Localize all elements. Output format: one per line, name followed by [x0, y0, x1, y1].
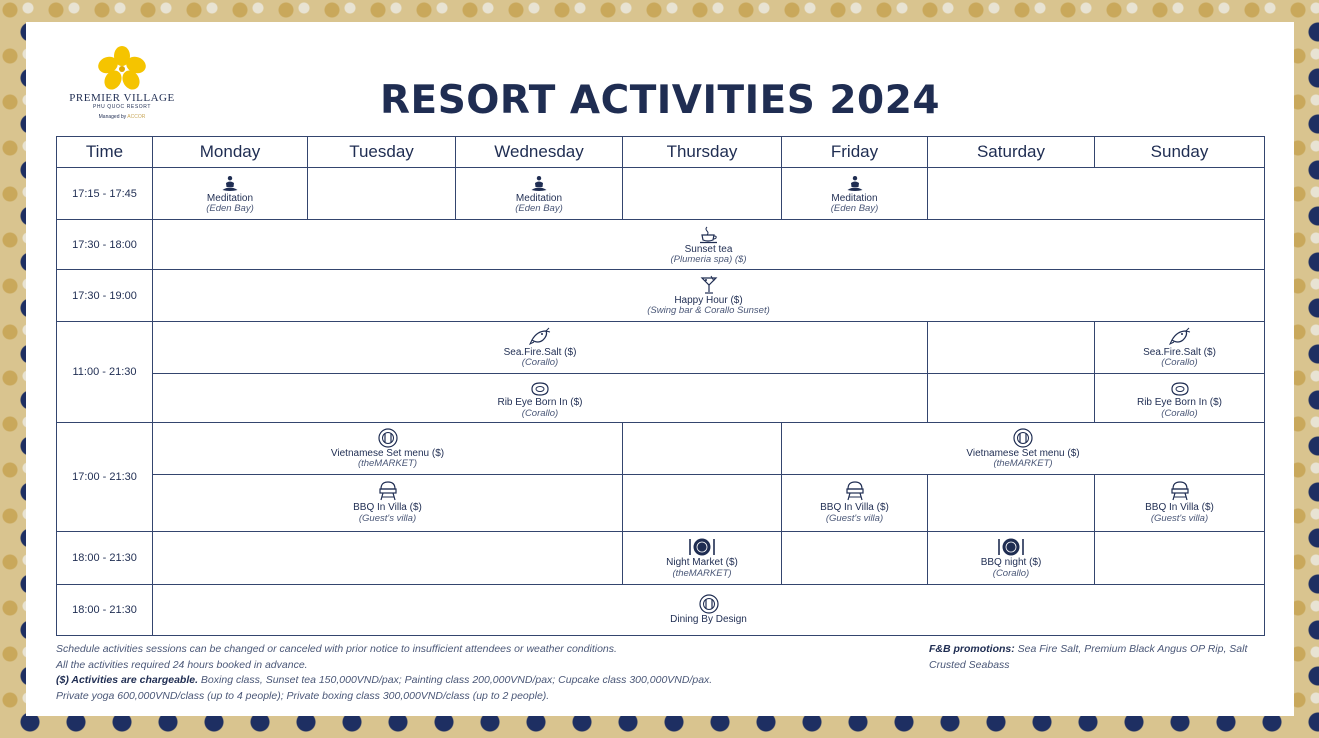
table-row	[57, 168, 1265, 220]
activity-name: Sea.Fire.Salt ($)	[1143, 346, 1216, 358]
plate-cutlery-icon	[1013, 428, 1033, 448]
activity-name: Rib Eye Born In ($)	[497, 397, 583, 409]
time-cell: 18:00 - 21:30	[57, 585, 153, 636]
activity-location: (Corallo)	[521, 407, 559, 419]
empty-cell	[928, 168, 1265, 220]
table-row	[57, 532, 1265, 585]
empty-cell	[928, 374, 1095, 423]
table-row	[57, 423, 1265, 475]
activity-cell	[153, 475, 623, 532]
empty-cell	[782, 532, 928, 585]
activity-name: Rib Eye Born In ($)	[1136, 397, 1223, 409]
empty-cell	[308, 168, 456, 220]
meditation-icon	[530, 175, 548, 193]
activity-cell	[153, 168, 308, 220]
managed-by-label: Managed by	[98, 114, 127, 120]
header-monday: Monday	[153, 137, 308, 168]
activity-cell	[153, 374, 928, 423]
table-row	[57, 270, 1265, 322]
meditation-icon	[221, 175, 239, 193]
activity-cell	[782, 475, 928, 532]
time-cell: 17:30 - 19:00	[57, 270, 153, 322]
empty-cell	[928, 322, 1095, 374]
accor-mark: ACCOR	[127, 114, 146, 120]
header-friday: Friday	[782, 137, 928, 168]
activity-name: BBQ night ($)	[980, 557, 1042, 569]
plate-cutlery-icon	[699, 594, 719, 614]
note-line: Schedule activities sessions can be changed or canceled with prior notice to insufficient attendees or weather conditions.	[56, 643, 617, 655]
activity-cell	[153, 220, 1265, 270]
activity-cell	[153, 585, 1265, 636]
note-line	[56, 673, 876, 689]
activity-cell	[1095, 374, 1265, 423]
fb-label: F&B promotions:	[929, 643, 1015, 655]
activity-cell	[153, 270, 1265, 322]
time-cell: 17:00 - 21:30	[57, 423, 153, 532]
activity-cell	[623, 532, 782, 585]
dinner-plate-icon	[688, 537, 716, 557]
activity-location: (Swing bar & Corallo Sunset)	[647, 305, 770, 317]
fish-icon	[1169, 327, 1191, 347]
header-row	[57, 137, 1265, 168]
activity-name: Meditation	[206, 192, 254, 204]
grill-icon	[845, 480, 865, 502]
empty-cell	[1095, 532, 1265, 585]
activity-name: Meditation	[515, 192, 563, 204]
activity-location: (Corallo)	[1161, 407, 1198, 419]
activity-name: Meditation	[831, 192, 878, 204]
header-saturday: Saturday	[928, 137, 1095, 168]
activity-name: Sunset tea	[684, 243, 733, 255]
activity-location: (Guest's villa)	[1150, 512, 1209, 524]
activity-name: Sea.Fire.Salt ($)	[503, 346, 577, 358]
activity-location: (Plumeria spa) ($)	[670, 254, 747, 266]
table-row	[57, 585, 1265, 636]
activity-name: Night Market ($)	[666, 557, 738, 569]
grill-icon	[1170, 480, 1190, 502]
activity-cell	[928, 532, 1095, 585]
time-cell: 18:00 - 21:30	[57, 532, 153, 585]
empty-cell	[928, 475, 1095, 532]
table-row	[57, 475, 1265, 532]
activity-location: (Corallo)	[521, 357, 559, 369]
activity-cell	[153, 322, 928, 374]
activity-cell	[1095, 322, 1265, 374]
table-row	[57, 322, 1265, 374]
note-line: Private yoga 600,000VND/class (up to 4 people); Private boxing class 300,000VND/class (up to 2 people).	[56, 689, 550, 702]
schedule-notes	[56, 642, 876, 704]
activity-location: (theMARKET)	[672, 567, 732, 579]
time-cell: 11:00 - 21:30	[57, 322, 153, 423]
activity-location: (Eden Bay)	[206, 203, 254, 215]
steak-icon	[530, 381, 550, 397]
header-thursday: Thursday	[623, 137, 782, 168]
fb-text: Sea Fire Salt, Premium Black Angus OP Rip, Salt Crusted Seabass	[929, 643, 1248, 671]
activity-location: (Eden Bay)	[515, 203, 563, 215]
activity-cell	[1095, 475, 1265, 532]
note-line: All the activities required 24 hours booked in advance.	[56, 658, 308, 671]
activity-location: (theMARKET)	[993, 458, 1053, 470]
empty-cell	[623, 168, 782, 220]
table-row	[57, 220, 1265, 270]
activity-location: (Guest's villa)	[825, 512, 884, 524]
activity-cell	[456, 168, 623, 220]
time-cell: 17:30 - 18:00	[57, 220, 153, 270]
brand-name: PREMIER VILLAGE	[69, 92, 175, 104]
plate-cutlery-icon	[378, 428, 398, 448]
cocktail-icon	[700, 275, 718, 295]
empty-cell	[153, 532, 623, 585]
page-title: RESORT ACTIVITIES 2024	[380, 78, 940, 123]
tea-cup-icon	[699, 226, 719, 244]
activity-location: (theMARKET)	[357, 458, 418, 470]
steak-icon	[1170, 381, 1190, 397]
fb-promotions-note	[929, 642, 1269, 673]
activity-name: BBQ In Villa ($)	[820, 502, 889, 514]
activity-name: Vietnamese Set menu ($)	[330, 447, 445, 459]
activity-location: (Corallo)	[992, 567, 1030, 579]
empty-cell	[623, 423, 782, 475]
header-sunday: Sunday	[1095, 137, 1265, 168]
schedule-sheet	[26, 22, 1294, 716]
activity-name: Happy Hour ($)	[674, 294, 743, 306]
empty-cell	[623, 475, 782, 532]
chargeable-label: ($) Activities are chargeable.	[56, 674, 199, 686]
header-tuesday: Tuesday	[308, 137, 456, 168]
activity-location: (Guest's villa)	[358, 512, 417, 524]
time-cell: 17:15 - 17:45	[57, 168, 153, 220]
activity-location: (Eden Bay)	[830, 203, 879, 215]
activity-name: BBQ In Villa ($)	[1145, 502, 1214, 514]
activity-name: BBQ In Villa ($)	[353, 502, 422, 514]
brand-subtitle: PHU QUOC RESORT	[92, 104, 152, 110]
header-wednesday: Wednesday	[456, 137, 623, 168]
activity-location: (Corallo)	[1161, 357, 1198, 369]
activity-cell	[782, 168, 928, 220]
activity-cell	[153, 423, 623, 475]
activity-name: Vietnamese Set menu ($)	[966, 447, 1080, 459]
activities-table	[56, 136, 1265, 636]
table-row	[57, 374, 1265, 423]
meditation-icon	[846, 175, 864, 193]
fish-icon	[529, 327, 551, 347]
grill-icon	[378, 480, 398, 502]
dinner-plate-icon	[997, 537, 1025, 557]
activity-name: Dining By Design	[670, 614, 747, 626]
chargeable-text: Boxing class, Sunset tea 150,000VND/pax; Painting class 200,000VND/pax; Cupcake class 300,000VND/pax.	[198, 674, 713, 686]
activity-cell	[782, 423, 1265, 475]
header-time: Time	[57, 137, 153, 168]
